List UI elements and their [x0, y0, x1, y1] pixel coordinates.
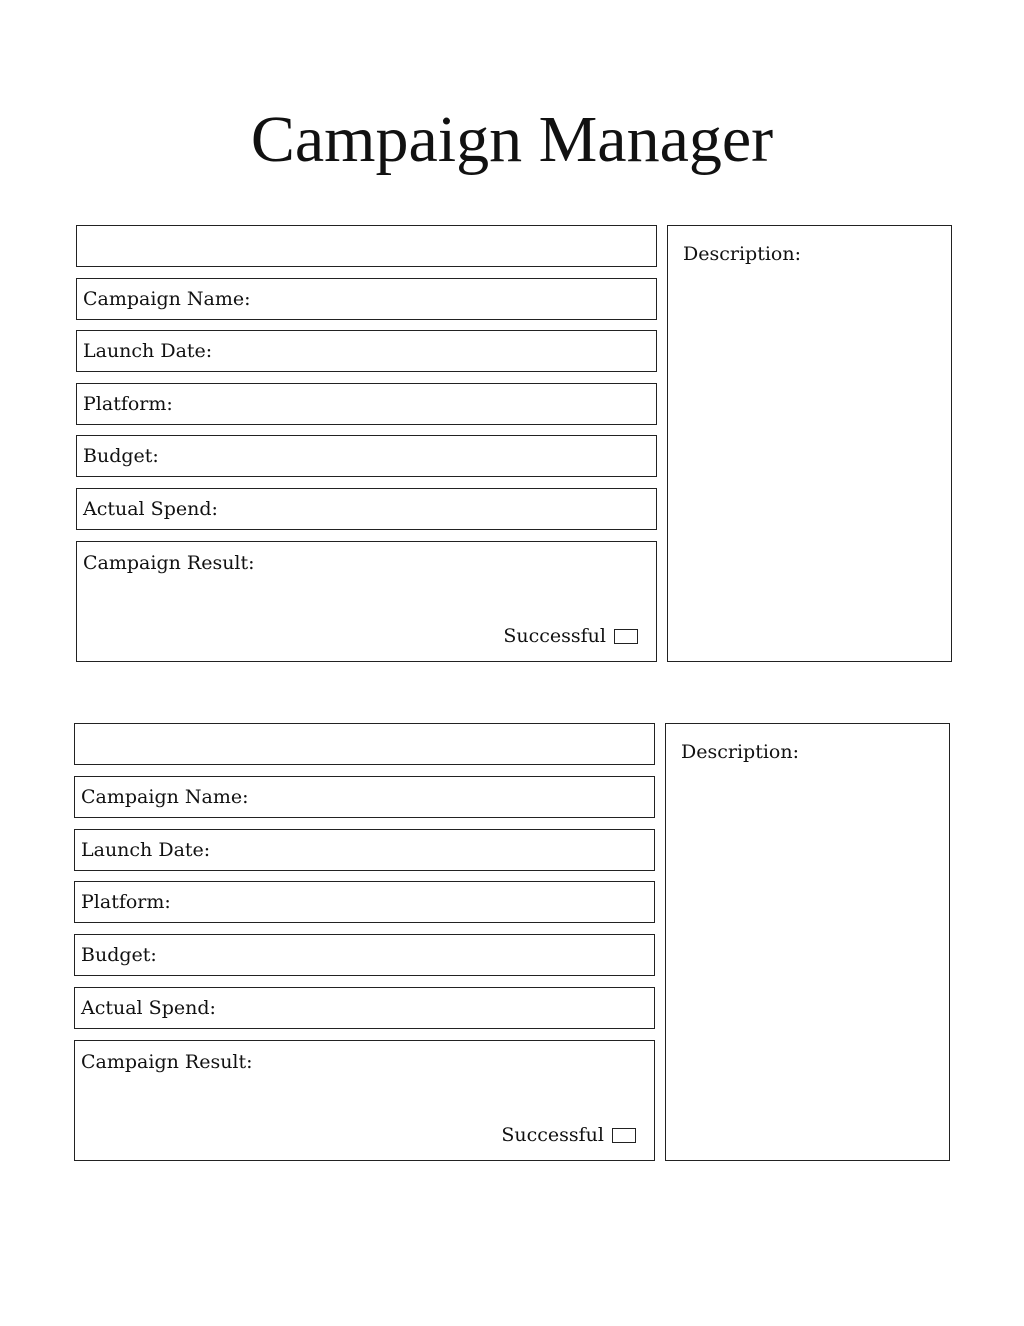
page-title: Campaign Manager [250, 103, 774, 176]
description-box[interactable] [667, 225, 952, 662]
budget-field[interactable] [76, 435, 657, 477]
successful-option [501, 1124, 636, 1146]
campaign-name-field[interactable] [76, 278, 657, 320]
campaign-header-field[interactable] [76, 225, 657, 267]
successful-checkbox[interactable] [614, 629, 638, 644]
campaign-name-label: Campaign Name: [81, 786, 249, 808]
budget-field[interactable] [74, 934, 655, 976]
launch-date-label: Launch Date: [83, 340, 213, 362]
actual-spend-field[interactable] [76, 488, 657, 530]
campaign-result-field[interactable] [74, 1040, 655, 1161]
platform-field[interactable] [76, 383, 657, 425]
description-label: Description: [681, 741, 799, 763]
budget-label: Budget: [83, 445, 159, 467]
campaign-result-label: Campaign Result: [81, 1051, 253, 1073]
launch-date-field[interactable] [74, 829, 655, 871]
successful-option [503, 625, 638, 647]
launch-date-field[interactable] [76, 330, 657, 372]
campaign-name-field[interactable] [74, 776, 655, 818]
campaign-result-label: Campaign Result: [83, 552, 255, 574]
successful-label: Successful [503, 625, 606, 647]
description-box[interactable] [665, 723, 950, 1161]
successful-checkbox[interactable] [612, 1128, 636, 1143]
platform-label: Platform: [81, 891, 171, 913]
campaign-name-label: Campaign Name: [83, 288, 251, 310]
campaign-block-1 [76, 225, 956, 665]
actual-spend-field[interactable] [74, 987, 655, 1029]
campaign-block-2 [74, 723, 954, 1163]
actual-spend-label: Actual Spend: [83, 498, 218, 520]
description-label: Description: [683, 243, 801, 265]
platform-field[interactable] [74, 881, 655, 923]
campaign-result-field[interactable] [76, 541, 657, 662]
campaign-header-field[interactable] [74, 723, 655, 765]
platform-label: Platform: [83, 393, 173, 415]
successful-label: Successful [501, 1124, 604, 1146]
launch-date-label: Launch Date: [81, 839, 211, 861]
budget-label: Budget: [81, 944, 157, 966]
actual-spend-label: Actual Spend: [81, 997, 216, 1019]
